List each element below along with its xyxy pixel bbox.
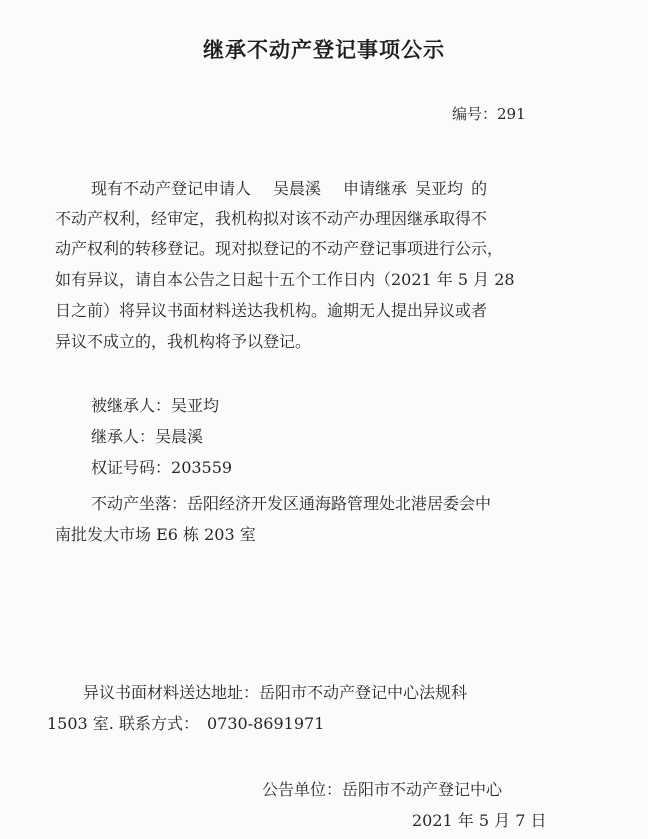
location-label: 不动产坐落： bbox=[91, 494, 188, 513]
heir-value: 吴晨溪 bbox=[155, 427, 204, 446]
body-line-4: 如有异议，请自本公告之日起十五个工作日内（2021 年 5 月 28 bbox=[55, 270, 515, 289]
page-title: 继承不动产登记事项公示 bbox=[203, 38, 445, 62]
applicant-name: 吴晨溪 bbox=[273, 179, 322, 198]
issuer-label: 公告单位： bbox=[262, 780, 343, 799]
certificate-label: 权证号码： bbox=[91, 458, 172, 477]
decedent-label: 被继承人： bbox=[91, 396, 172, 415]
document-number-value: 291 bbox=[497, 105, 526, 123]
body-line-5: 日之前）将异议书面材料送达我机构。逾期无人提出异议或者 bbox=[55, 301, 488, 320]
decedent-value: 吴亚均 bbox=[171, 396, 220, 415]
location-line-2: 南批发大市场 E6 栋 203 室 bbox=[55, 525, 256, 544]
document-number bbox=[452, 103, 526, 124]
body-line-6: 异议不成立的，我机构将予以登记。 bbox=[55, 332, 312, 351]
certificate-value: 203559 bbox=[171, 458, 233, 477]
inherit-prefix: 申请继承 bbox=[343, 179, 408, 198]
body-line-2: 不动产权利，经审定，我机构拟对该不动产办理因继承取得不 bbox=[55, 209, 488, 228]
location-line-1: 岳阳经济开发区通海路管理处北港居委会中 bbox=[187, 494, 492, 513]
document-number-label: 编号： bbox=[452, 105, 498, 123]
address-row bbox=[83, 685, 467, 701]
issuer-name: 岳阳市不动产登记中心 bbox=[342, 780, 503, 799]
notice-date: 2021 年 5 月 7 日 bbox=[412, 811, 547, 830]
inherit-suffix: 的 bbox=[471, 179, 488, 198]
phone-number: 0730-8691971 bbox=[206, 714, 325, 733]
decedent-row bbox=[91, 398, 219, 414]
address-line-2: 1503 室. 联系方式： bbox=[47, 714, 199, 733]
issuer-row bbox=[262, 782, 502, 798]
certificate-row bbox=[91, 460, 232, 476]
contact-row bbox=[47, 716, 324, 732]
applicant-prefix: 现有不动产登记申请人 bbox=[91, 179, 252, 198]
location-row bbox=[91, 496, 491, 512]
heir-label: 继承人： bbox=[91, 427, 156, 446]
address-line-1: 岳阳市不动产登记中心法规科 bbox=[259, 683, 468, 702]
body-line-1 bbox=[91, 181, 487, 197]
decedent-name-inline: 吴亚均 bbox=[415, 179, 464, 198]
heir-row bbox=[91, 429, 203, 445]
body-line-3: 动产权利的转移登记。现对拟登记的不动产登记事项进行公示， bbox=[55, 239, 504, 258]
address-label: 异议书面材料送达地址： bbox=[83, 683, 260, 702]
